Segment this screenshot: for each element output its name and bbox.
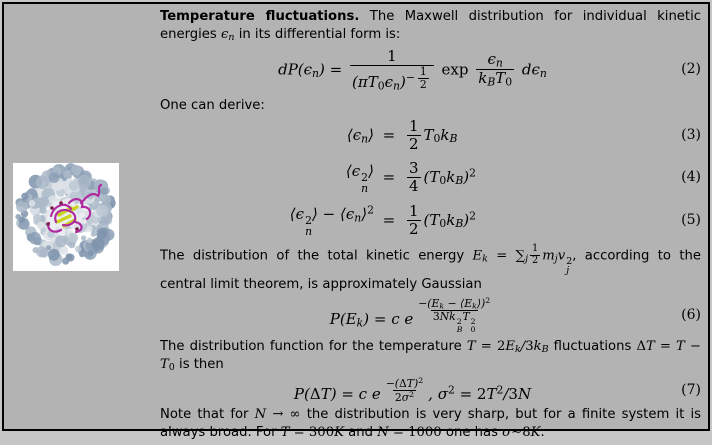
note-paragraph: Note that for N → ∞ the distribution is very sharp, but for a finite system it is always broad. For T = 300K and N = 1000 one has σ∼8K.	[160, 407, 701, 441]
content-column	[160, 8, 701, 445]
equation-5-rhs: $\frac{1}{2}$ $(T_0k_B)^2$	[408, 201, 476, 238]
equation-5	[160, 203, 701, 238]
equals-sign: =	[382, 211, 396, 230]
equation-4-number: (4)	[681, 169, 701, 186]
equals-sign: =	[382, 168, 396, 187]
equation-7	[160, 377, 701, 404]
equation-2-number: (2)	[681, 61, 701, 78]
equation-3-number: (3)	[681, 126, 701, 143]
intro-paragraph: Temperature fluctuations. The Maxwell distribution for individual kinetic energies $\epsilon_n$ in its differential form is:	[160, 9, 701, 44]
equation-array-3-5	[160, 118, 701, 238]
equation-7-body: P(ΔT) = c e $^{\frac{-(\Delta T)^2}{2\sigma^2}}$ , $\sigma^2 = 2T^2/3N$	[293, 376, 532, 404]
derive-paragraph: One can derive:	[160, 97, 265, 113]
equation-6-body: $P(E_k) = c$ e $^{-(E_k - ⟨E_k⟩)^2 3Nk 2 B T 2 0}$	[329, 296, 491, 335]
equation-5-lhs: ⟨ϵ 2 n ⟩ − $⟨\epsilon_n⟩^2$	[289, 203, 374, 238]
equation-6-number: (6)	[681, 307, 701, 324]
virus-capsid-figure	[13, 163, 119, 271]
equation-4-rhs: $\frac{3}{4}$ $(T_0k_B)^2$	[408, 159, 476, 196]
equation-3	[160, 118, 701, 153]
equation-5-number: (5)	[681, 211, 701, 228]
equals-sign: =	[382, 125, 396, 144]
equation-4	[160, 160, 701, 195]
temperature-paragraph: The distribution function for the temperature $T = 2E_k/3k_B$ fluctuations $\Delta T = T - T_0$ is then	[160, 339, 701, 374]
equation-7-number: (7)	[681, 382, 701, 399]
equation-6	[160, 297, 701, 334]
equation-2	[160, 48, 701, 92]
slide-frame	[2, 2, 710, 441]
kinetic-energy-paragraph: The distribution of the total kinetic energy $E_k = \sum_j$ $\frac{1}{2}$ $m_jv$ 2 j , according to the central limit theorem, is approximately Gaussian	[160, 242, 701, 293]
virus-capsid-image	[13, 163, 119, 271]
equation-2-body: $dP(\epsilon_n)$ = 1 $(\pi T_0\epsilon_n)^{- \frac{1}{2}}$ exp $\frac{\epsilon_n}{k_BT_0}$ $d\epsilon_n$	[278, 46, 547, 93]
equation-3-rhs: $\frac{1}{2}$ $T_0k_B$	[408, 116, 458, 153]
equation-4-lhs: ⟨ϵ 2 n ⟩	[345, 161, 374, 196]
equation-3-lhs: $⟨\epsilon_n⟩$	[346, 125, 374, 146]
